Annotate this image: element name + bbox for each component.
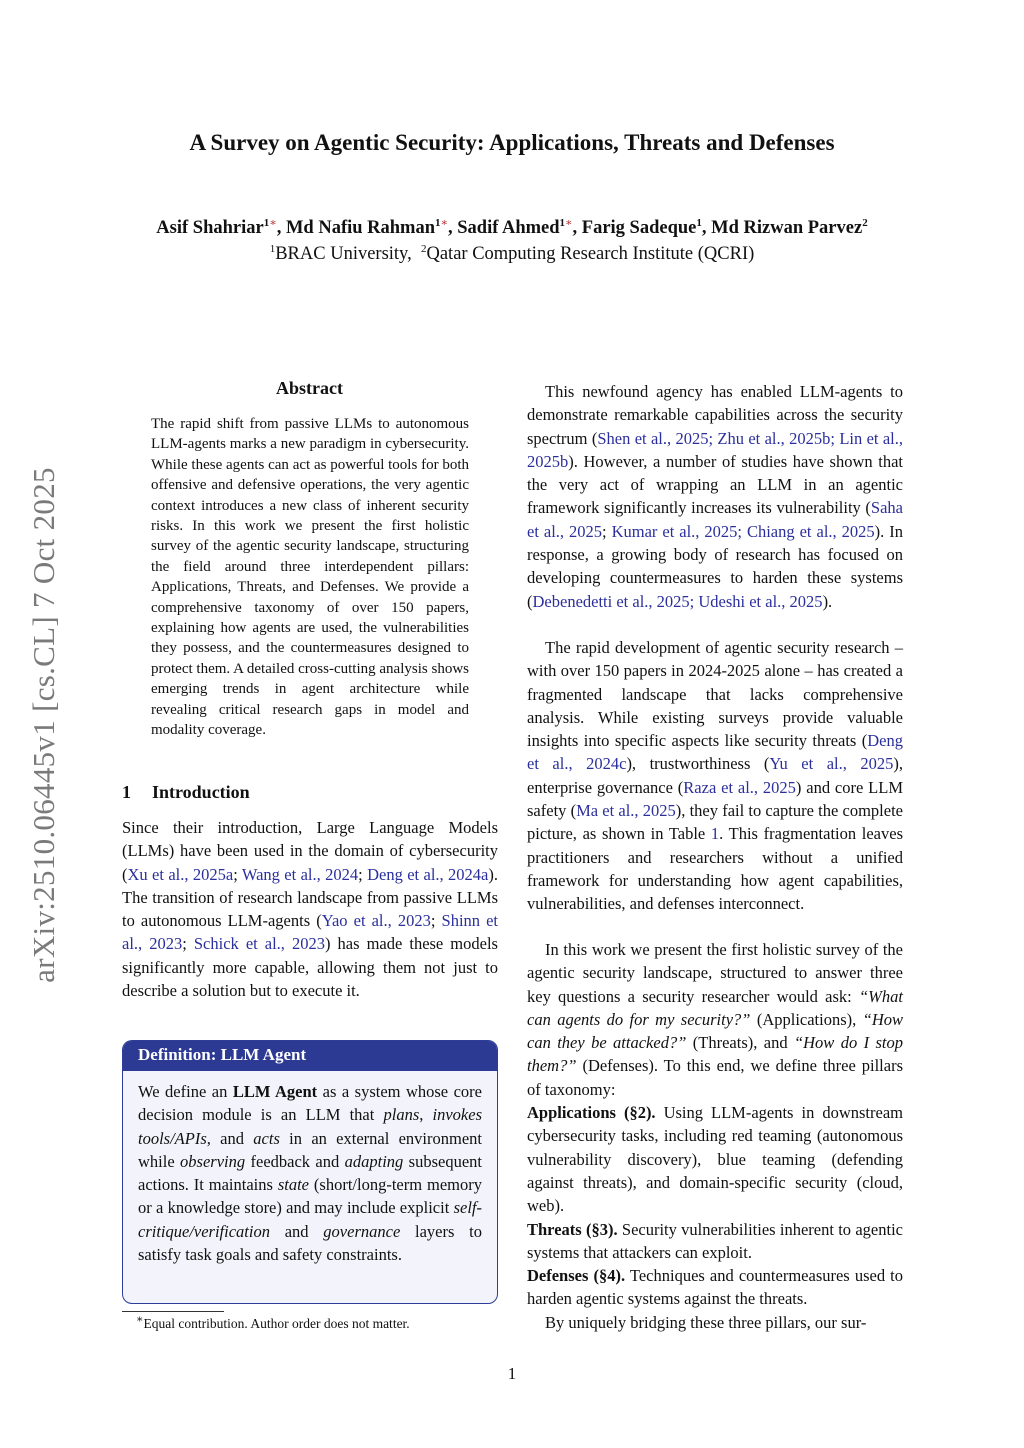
citation-link[interactable]: Yu et al., 2025: [769, 754, 894, 774]
citation-link[interactable]: Deng et al., 2024a: [367, 864, 489, 884]
affiliation: Qatar Computing Research Institute (QCRI): [426, 244, 755, 264]
citation-link[interactable]: Shen et al., 2025; Zhu et al., 2025b; Lin et al., 2025b: [527, 428, 904, 471]
citation-link[interactable]: Shinn et al., 2023: [122, 911, 499, 954]
definition-text: We define an LLM Agent as a system whose core decision module is an LLM that plans, invokes tools/APIs, and acts in an external environment while observing feedback and adapting subsequent actions. It maintains state (short/long-term memory or a knowledge store) and may include explicit self-critique/verification and governance layers to satisfy task goals and safety constraints.: [138, 1082, 483, 1265]
pillar-head: Threats (§3).: [527, 1219, 618, 1239]
page-number: 1: [507, 1364, 517, 1383]
abstract-heading: Abstract: [276, 378, 343, 398]
citation-link[interactable]: Yao et al., 2023: [321, 911, 431, 931]
pillar-head: Applications (§2).: [527, 1103, 656, 1123]
citation-link[interactable]: Wang et al., 2024: [241, 864, 359, 884]
abstract-text: The rapid shift from passive LLMs to autonomous LLM-agents marks a new paradigm in cybersecurity. While these agents can act as powerful tools for both offensive and defensive operations, the very agentic context introduces a new class of inherent security risks. In this work we present the first holistic survey of the agentic security landscape, structuring the field around three interdependent pillars: Applications, Threats, and Defenses. We provide a comprehensive taxonomy of over 150 papers, explaining how agents are used, the vulnerabilities they possess, and the countermeasures designed to protect them. A detailed cross-cutting analysis shows emerging trends in agent architecture while revealing critical research gaps in model and modality coverage.: [151, 416, 469, 739]
footnote: ∗Equal contribution. Author order does not matter.: [136, 1313, 410, 1331]
section-heading: [122, 782, 250, 803]
citation-link[interactable]: Debenedetti et al., 2025; Udeshi et al., 2025: [532, 591, 823, 611]
author-list: Asif Shahriar$^{1∗}$, Md Nafiu Rahman$^{1∗}$, Sadif Ahmed$^{1∗}$, Farig Sadeque$^1$, Md Rizwan Parvez$^2$: [156, 216, 868, 238]
pillar-item: Applications (§2). Using LLM-agents in downstream cybersecurity tasks, including red teaming (autonomous vulnerability discovery), blue teaming (defending against threats), and domain-specific security (cloud, web).: [527, 1103, 903, 1216]
citation-link[interactable]: Xu et al., 2025a: [127, 864, 234, 884]
section-number: 1: [122, 782, 131, 802]
affiliation: BRAC University,: [275, 244, 412, 264]
intro-paragraph: Since their introduction, Large Language Models (LLMs) have been used in the domain of cybersecurity (Xu et al., 2025a; Wang et al., 2024; Deng et al., 2024a). The transition of research landscape from passive LLMs to autonomous LLM-agents (Yao et al., 2023; Shinn et al., 2023; Schick et al., 2023) has made these models significantly more capable, allowing them not just to describe a solution but to execute it.: [122, 818, 499, 1001]
author-name: Md Nafiu Rahman: [285, 218, 436, 238]
citation-link[interactable]: Ma et al., 2025: [576, 801, 676, 821]
table-link[interactable]: 1: [710, 824, 720, 844]
citation-link[interactable]: Deng et al., 2024c: [527, 731, 903, 774]
author-name: Asif Shahriar: [156, 218, 264, 238]
section-title: Introduction: [152, 782, 250, 802]
pillar-item: Threats (§3). Security vulnerabilities inherent to agentic systems that attackers can exploit.: [527, 1219, 903, 1262]
footnote-rule: [122, 1311, 224, 1312]
right-paragraph: By uniquely bridging these three pillars, our sur-: [545, 1312, 867, 1332]
author-name: Sadif Ahmed: [457, 218, 560, 238]
definition-box: [122, 1040, 498, 1304]
pillar-head: Defenses (§4).: [527, 1266, 626, 1286]
right-paragraph: The rapid development of agentic security research – with over 150 papers in 2024-2025 alone – has created a fragmented landscape that lacks comprehensive analysis. While existing surveys provide valuable insights into specific aspects like security threats (Deng et al., 2024c), trustworthiness (Yu et al., 2025), enterprise governance (Raza et al., 2025) and core LLM safety (Ma et al., 2025), they fail to capture the complete picture, as shown in Table 1. This fragmentation leaves practitioners and researchers without a unified framework for understanding how agent capabilities, vulnerabilities, and defenses interconnect.: [527, 638, 904, 914]
affiliations: $^1$BRAC University, $^2$Qatar Computing Research Institute (QCRI): [269, 242, 755, 264]
right-paragraph: In this work we present the first holistic survey of the agentic security landscape, structured to answer three key questions a security researcher would ask: “What can agents do for my security?” (Applications), “How can they be attacked?” (Threats), and “How do I stop them?” (Defenses). To this end, we define three pillars of taxonomy:: [527, 940, 904, 1099]
right-column-lower: [527, 938, 903, 1334]
definition-heading: Definition: LLM Agent: [123, 1041, 497, 1071]
author-name: Farig Sadeque: [581, 218, 697, 238]
arxiv-id: arXiv:2510.06445v1 [cs.CL] 7 Oct 2025: [26, 467, 61, 983]
citation-link[interactable]: Kumar et al., 2025; Chiang et al., 2025: [611, 521, 875, 541]
right-paragraph: This newfound agency has enabled LLM-agents to demonstrate remarkable capabilities across the security spectrum (Shen et al., 2025; Zhu et al., 2025b; Lin et al., 2025b). However, a number of studies have shown that the very act of wrapping an LLM in an agentic framework significantly increases its vulnerability (Saha et al., 2025; Kumar et al., 2025; Chiang et al., 2025). In response, a growing body of research has focused on developing countermeasures to harden these systems (Debenedetti et al., 2025; Udeshi et al., 2025).: [527, 382, 904, 611]
paper-title: A Survey on Agentic Security: Applications, Threats and Defenses: [189, 130, 835, 155]
citation-link[interactable]: Schick et al., 2023: [193, 934, 325, 954]
citation-link[interactable]: Saha et al., 2025: [527, 498, 903, 541]
citation-link[interactable]: Raza et al., 2025: [683, 777, 796, 797]
author-name: Md Rizwan Parvez: [711, 218, 863, 238]
pillar-item: Defenses (§4). Techniques and countermeasures used to harden agentic systems against the threats.: [527, 1266, 904, 1309]
